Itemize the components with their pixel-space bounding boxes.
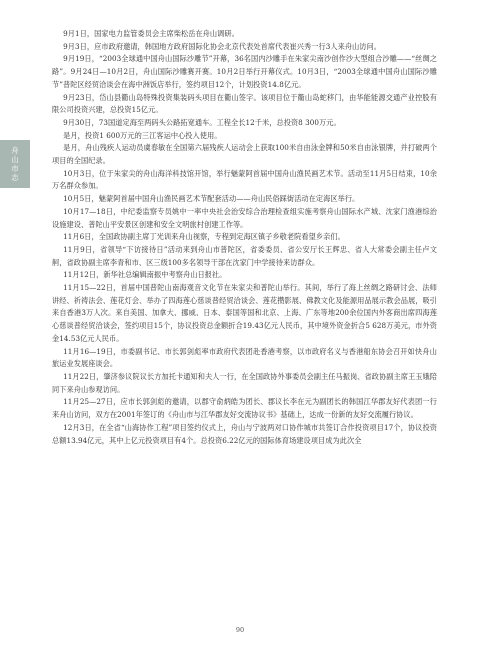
paragraph: 9月23日，岱山县衢山岛特殊投资集装码头项目在衢山签字。该项目位于衢山岛蛇移门，由华能能源交通产业控股有限公司投资兴建，总投资15亿元。 [52, 92, 437, 115]
paragraph: 10月3日，位于朱家尖的舟山海洋科技馆开馆，举行魅蒙阿首届中国舟山渔民画艺术节。活动至11月5日结束，10余万名群众参加。 [52, 168, 437, 191]
paragraph: 12月3日，在全省“山海协作工程”项目签约仪式上，舟山与宁波两对口协作城市共签订合作投资项目17个，协议投资总额13.94亿元，其中上亿元投资项目有4个。总投资6.22亿元的国际体育场建设项目成为此次全 [52, 422, 437, 445]
paragraph: 9月1日，国家电力监管委员会主席柴松岳在舟山调研。 [63, 29, 239, 38]
paragraph: 10月17—18日，中纪委监察专员姚中一率中央社会治安综合治理检查组实施考察舟山国际水产城、沈家门渔港综治设施建设、普陀山平安景区创建和安全文明旅村创建工作等。 [52, 206, 437, 229]
paragraph: 11月12日，新华社总编辑南振中考察舟山日报社。 [63, 270, 227, 280]
paragraph: 是月，投资1 600万元的三江客运中心投入使用。 [63, 130, 222, 140]
paragraph: 9月30日，73国道定海至两码头公路拓宽通车。工程全长12千米，总投资8 300万元。 [63, 117, 341, 127]
paragraph: 11月15—22日，首届中国普陀山南海观音文化节在朱家尖和普陀山举行。其间，举行了海上丝绸之路研讨会、法师讲经、祈祷法会、莲花灯会、举办了四海莲心慈谈普经贸洽谈会、莲花攒影展、佛教文化及能源用品展示教会品展，吸引来自香港3万人次。来自美国、加拿大、挪威、日本、泰国等国和北京、上海、广东等地200余位国内外客商出席四海莲心慈谈普经贸洽谈会，签约项目15个，协议投资总金额折合19.43亿元人民币，其中境外资金折合5 628万美元，市外资金14.53亿元人民币。 [52, 283, 437, 343]
paragraph: 9月19日，“2003全球通中国舟山国际沙雕节”开幕，36名国内沙雕手在朱家尖南沙创作沙大型组合沙雕——“丝绸之路”。9月24日—10月2日，舟山国际沙雕赛开赛。10月2日举行开幕仪式。10月3日，“2003全球通中国舟山国际沙雕节”普陀区经贸洽谈会在海中洲饭店举行，签约项目12个，计划投资14.8亿元。 [52, 54, 437, 89]
page-number: 90 [235, 626, 245, 634]
paragraph: 是月，舟山残疾人运动员虞春敏在全国第六届残疾人运动会上获取100米自由泳金牌和50米自由泳银牌，并打破两个项目的全国纪录。 [52, 143, 437, 166]
paragraph: 11月16—19日，市委副书记、市长郭剑彪率市政府代表团赴香港考察，以市政府名义与香港船东协会召开如快舟山旅运业发展座谈会。 [52, 346, 437, 369]
paragraph: 11月22日，肇济参议院议长方加托卡通知和夫人一行，在全国政协外事委员会副主任马振岗、省政协副主席王玉娥陪同下来舟山参观访问。 [52, 371, 437, 394]
chronicle-body [52, 28, 437, 620]
paragraph: 11月6日，全国政协副主席丁光训来舟山视察，专程到定海区镇子乡敬老院看望乡亲们。 [63, 232, 345, 242]
paragraph: 11月9日，省领导“下访接待日”活动来到舟山市普陀区，省委委员、省公安厅长王辉忠、省人大常委会副主任卢文舸，省政协副主席李青和市、区三级100多名领导干部在沈家门中学接待来访群众。 [52, 244, 437, 267]
paragraph: 11月25—27日，应市长郭剑彪的邀请，以郡守俞炳皓为团长、郡议长李在元为副团长的韩国江华郡友好代表团一行来舟山访问，双方在2001年签订的《舟山市与江华郡友好交流协议书》基础上，达成一份新的友好交流履行协议。 [52, 397, 437, 420]
sidebar-label: 舟山市志 [11, 146, 19, 182]
paragraph: 10月5日，魅蒙阿首届中国舟山渔民画艺术节配套活动——舟山民俗踩街活动在定海区举行。 [63, 194, 360, 204]
paragraph: 9月3日，应市政府邀请，韩国地方政府国际化协会北京代表处首席代表崔兴秀一行3人来舟山访问。 [63, 41, 382, 51]
